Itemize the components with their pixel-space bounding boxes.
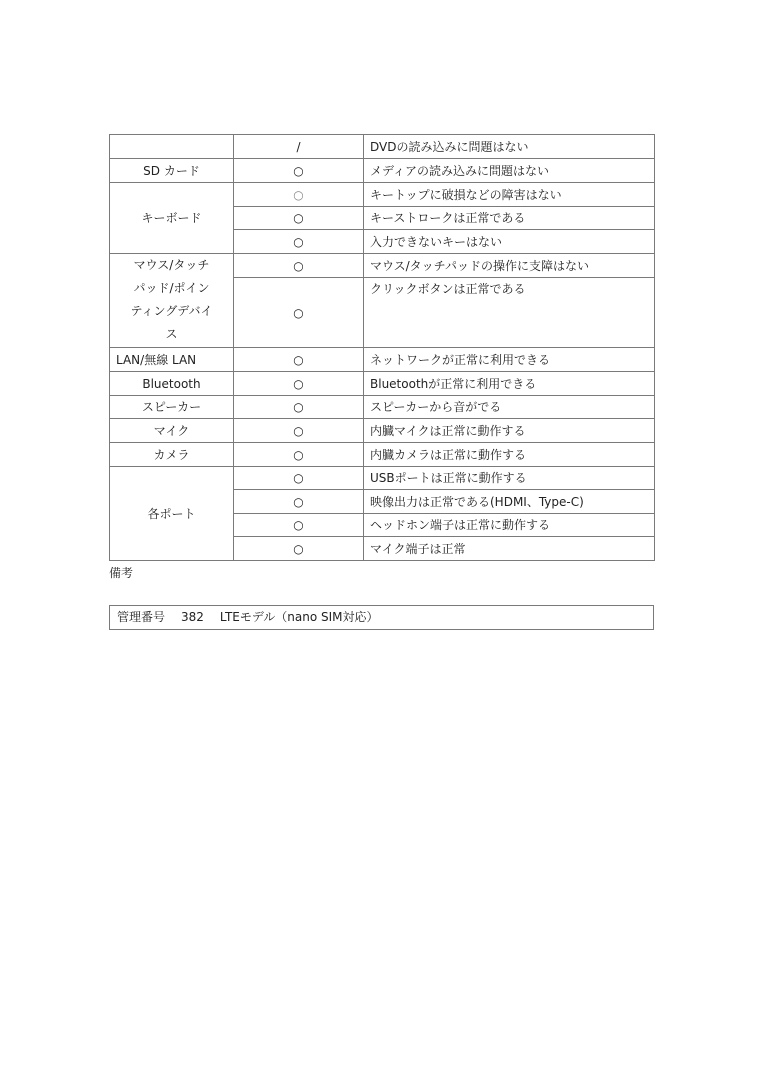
item-cell xyxy=(110,135,234,159)
model-description: LTEモデル（nano SIM対応） xyxy=(219,610,379,624)
management-box xyxy=(109,605,654,630)
table-row xyxy=(110,159,655,183)
status-mark: ○ xyxy=(234,396,364,419)
item-cell xyxy=(110,254,234,348)
item-cell: LAN/無線 LAN xyxy=(110,348,234,372)
check-description: 入力できないキーはない xyxy=(364,230,655,254)
check-description: マイク端子は正常 xyxy=(364,537,655,561)
check-description: DVDの読み込みに問題はない xyxy=(364,135,655,159)
management-label: 管理番号 xyxy=(117,610,166,624)
check-description: クリックボタンは正常である xyxy=(364,278,655,348)
remarks-label: 備考 xyxy=(109,566,134,580)
check-description: 内臓マイクは正常に動作する xyxy=(364,419,655,443)
check-description: マウス/タッチパッドの操作に支障はない xyxy=(364,254,655,278)
check-description: ネットワークが正常に利用できる xyxy=(364,348,655,372)
check-description: キートップに破損などの障害はない xyxy=(364,183,655,207)
table-row xyxy=(110,183,655,207)
status-mark: ○ xyxy=(234,207,364,230)
item-cell: 各ポート xyxy=(110,467,234,561)
status-mark: ○ xyxy=(234,348,364,372)
item-cell: マイク xyxy=(110,419,234,443)
table-row xyxy=(110,396,655,419)
item-cell: キーボード xyxy=(110,183,234,254)
item-line: パッド/ポイン xyxy=(133,281,210,295)
check-description: ヘッドホン端子は正常に動作する xyxy=(364,514,655,537)
status-mark: ○ xyxy=(234,537,364,561)
management-number: 382 xyxy=(181,610,204,624)
item-cell: カメラ xyxy=(110,443,234,467)
status-mark: ○ xyxy=(234,254,364,278)
status-mark: ○ xyxy=(234,230,364,254)
status-mark: ○ xyxy=(234,419,364,443)
status-mark: ○ xyxy=(234,490,364,514)
status-mark: ○ xyxy=(234,514,364,537)
check-description: スピーカーから音がでる xyxy=(364,396,655,419)
item-line: ティングデバイ xyxy=(130,304,213,318)
item-line: マウス/タッチ xyxy=(133,258,210,272)
status-mark: ○ xyxy=(234,159,364,183)
item-cell: SD カード xyxy=(110,159,234,183)
status-mark: ○ xyxy=(234,467,364,490)
check-description: キーストロークは正常である xyxy=(364,207,655,230)
status-mark: ○ xyxy=(234,443,364,467)
table-row xyxy=(110,348,655,372)
item-cell: Bluetooth xyxy=(110,372,234,396)
inspection-checklist-table xyxy=(109,134,655,561)
check-description: Bluetoothが正常に利用できる xyxy=(364,372,655,396)
check-description: 内臓カメラは正常に動作する xyxy=(364,443,655,467)
item-cell: スピーカー xyxy=(110,396,234,419)
check-description: メディアの読み込みに問題はない xyxy=(364,159,655,183)
item-line: ス xyxy=(165,327,178,341)
table-row xyxy=(110,254,655,278)
status-mark: ○ xyxy=(234,183,364,207)
table-row xyxy=(110,467,655,490)
check-description: USBポートは正常に動作する xyxy=(364,467,655,490)
status-mark: ○ xyxy=(234,372,364,396)
table-row xyxy=(110,443,655,467)
table-row xyxy=(110,135,655,159)
status-mark: / xyxy=(234,135,364,159)
table-row xyxy=(110,419,655,443)
table-row xyxy=(110,372,655,396)
check-description: 映像出力は正常である(HDMI、Type-C) xyxy=(364,490,655,514)
status-mark: ○ xyxy=(234,278,364,348)
